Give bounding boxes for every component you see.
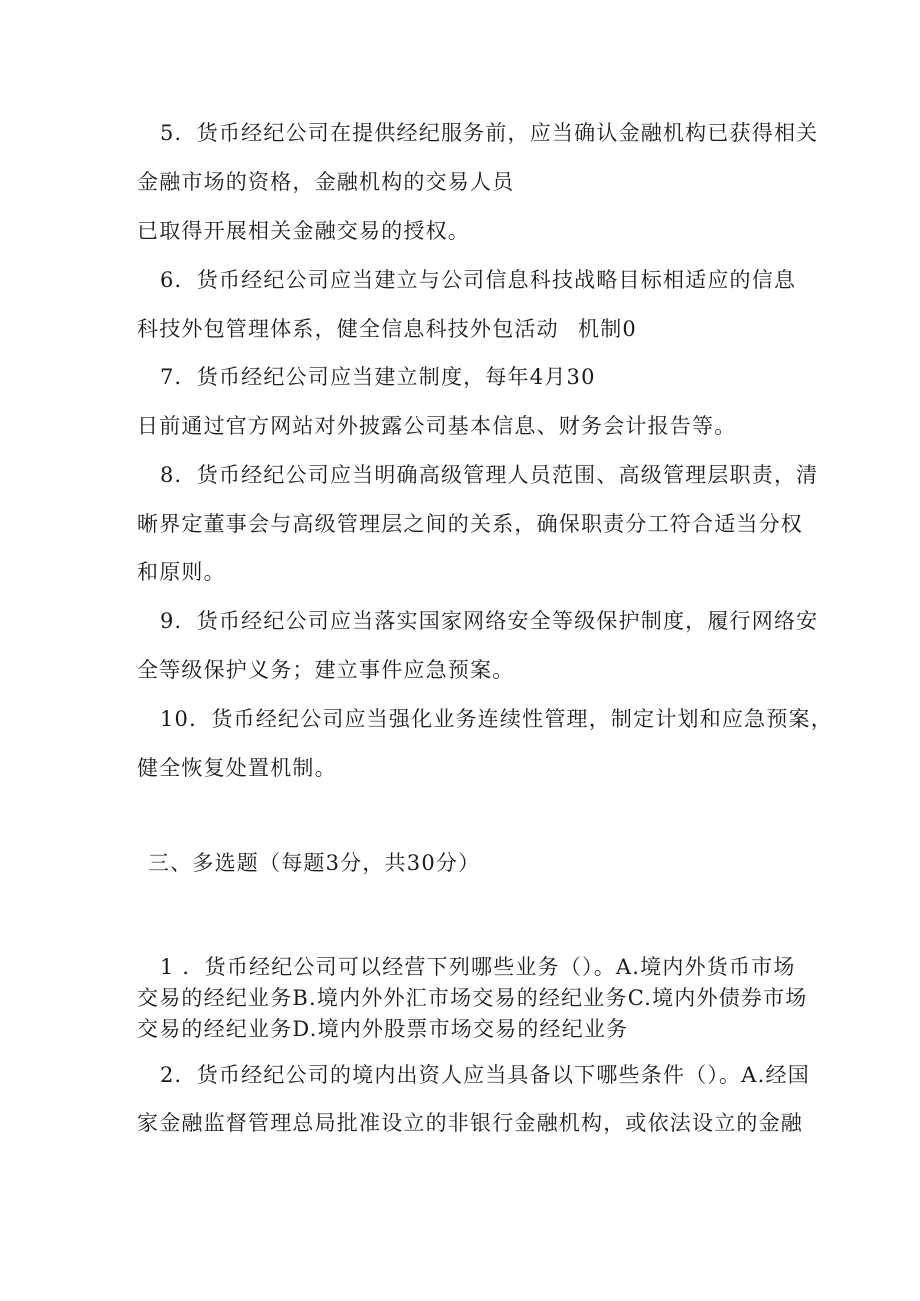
q6-line-3: 机制0 [578, 317, 637, 341]
q6-line-2: 科技外包管理体系，健全信息科技外包活动 [137, 317, 559, 341]
mc1-line-2: 交易的经纪业务B.境内外外汇市场交易的经纪业务C.境内外债券市场 [137, 986, 808, 1010]
q8-line-1: 8．货币经纪公司应当明确高级管理人员范围、高级管理层职责，清 [160, 463, 819, 487]
mc2-line-1: 2．货币经纪公司的境内出资人应当具备以下哪些条件（）。A.经国 [160, 1063, 810, 1087]
q9-line-1: 9．货币经纪公司应当落实国家网络安全等级保护制度，履行网络安 [160, 609, 819, 633]
mc1-line-3: 交易的经纪业务D.境内外股票市场交易的经纪业务 [137, 1017, 629, 1041]
q5-line-1: 5．货币经纪公司在提供经纪服务前，应当确认金融机构已获得相关 [160, 121, 819, 145]
q7-line-2: 日前通过官方网站对外披露公司基本信息、财务会计报告等。 [137, 414, 737, 438]
mc2-line-2: 家金融监督管理总局批准设立的非银行金融机构，或依法设立的金融 [137, 1111, 803, 1135]
q7-line-1: 7．货币经纪公司应当建立制度，每年4月30 [160, 365, 596, 389]
q5-line-3: 已取得开展相关金融交易的授权。 [137, 219, 470, 243]
q5-line-2: 金融市场的资格，金融机构的交易人员 [137, 170, 515, 194]
q6-line-1: 6．货币经纪公司应当建立与公司信息科技战略目标相适应的信息 [160, 268, 797, 292]
q10-line-1: 10．货币经纪公司应当强化业务连续性管理，制定计划和应急预案， [160, 707, 833, 731]
q8-line-3: 和原则。 [137, 560, 226, 584]
q8-line-2: 晰界定董事会与高级管理层之间的关系，确保职责分工符合适当分权 [137, 512, 803, 536]
section-heading: 三、多选题（每题3分，共30分） [148, 851, 481, 875]
q10-line-2: 健全恢复处置机制。 [137, 756, 337, 780]
q9-line-2: 全等级保护义务；建立事件应急预案。 [137, 658, 515, 682]
mc1-line-1: 1 ．货币经纪公司可以经营下列哪些业务（）。A.境内外货币市场 [160, 955, 796, 979]
